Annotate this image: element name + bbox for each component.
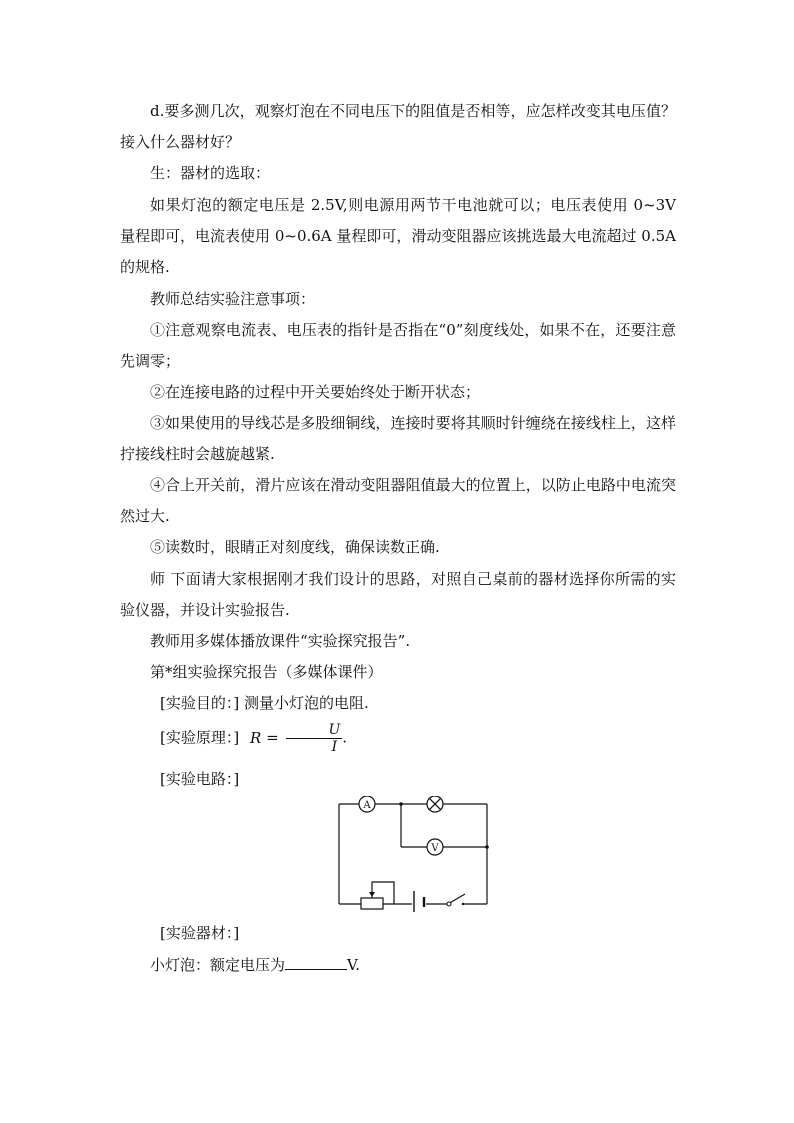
paragraph-equipment-selection: 如果灯泡的额定电压是 2.5V,则电源用两节干电池就可以；电压表使用 0~3V 量程即可，电流表使用 0~0.6A 量程即可，滑动变阻器应该挑选最大电流超过 0.5A 的规格. xyxy=(120,196,676,276)
principle-label: [实验原理：] xyxy=(160,728,240,747)
switch-icon xyxy=(447,894,465,906)
lamp-icon xyxy=(427,796,443,812)
paragraph-note-3: ③如果使用的导线芯是多股细铜线，连接时要将其顺时针缠绕在接线柱上，这样拧接线柱时会越旋越紧. xyxy=(120,414,676,463)
paragraph-question-d: d.要多测几次，观察灯泡在不同电压下的阻值是否相等，应怎样改变其电压值？接入什么器材好？ xyxy=(120,102,676,151)
paragraph-teacher-summary: 教师总结实验注意事项： xyxy=(150,290,316,308)
paragraph-report-title: 第*组实验探究报告（多媒体课件） xyxy=(150,663,383,681)
paragraph-student-equipment: 生：器材的选取： xyxy=(150,164,271,182)
ammeter-symbol: A xyxy=(363,800,371,811)
bulb-rating-suffix: V. xyxy=(347,956,360,974)
junction-dot-top xyxy=(399,802,403,806)
ammeter xyxy=(359,796,375,812)
paragraph-experiment-principle xyxy=(120,722,676,755)
paragraph-note-1: ①注意观察电流表、电压表的指针是否指在“0”刻度线处，如果不在，还要注意先调零； xyxy=(120,321,676,370)
formula-denominator: I xyxy=(331,739,338,755)
paragraph-multimedia: 教师用多媒体播放课件“实验探究报告”. xyxy=(150,632,411,650)
paragraph-experiment-circuit: [实验电路：] xyxy=(160,770,240,788)
bulb-rating-prefix: 小灯泡：额定电压为 xyxy=(150,956,286,974)
formula-numerator: U xyxy=(286,722,342,739)
paragraph-bulb-rating xyxy=(120,950,676,981)
formula-period: . xyxy=(342,728,348,747)
voltmeter-symbol: V xyxy=(431,843,439,854)
circuit-diagram xyxy=(334,796,494,912)
paragraph-note-4: ④合上开关前，滑片应该在滑动变阻器阻值最大的位置上，以防止电路中电流突然过大. xyxy=(120,476,676,525)
paragraph-experiment-purpose: [实验目的：] 测量小灯泡的电阻. xyxy=(160,694,369,712)
junction-dot-right xyxy=(485,845,489,849)
formula-equals: = xyxy=(266,728,279,747)
paragraph-experiment-equipment: [实验器材：] xyxy=(160,924,240,942)
bulb-voltage-blank[interactable] xyxy=(285,953,347,970)
paragraph-teacher-instruction: 师 下面请大家根据刚才我们设计的思路，对照自己桌前的器材选择你所需的实验仪器，并设计实验报告. xyxy=(120,570,676,619)
paragraph-note-2: ②在连接电路的过程中开关要始终处于断开状态； xyxy=(150,383,481,401)
voltmeter xyxy=(427,839,443,855)
paragraph-note-5: ⑤读数时，眼睛正对刻度线，确保读数正确. xyxy=(150,538,440,556)
formula-fraction xyxy=(286,722,342,755)
battery-icon xyxy=(414,891,424,912)
rheostat-icon xyxy=(361,882,394,909)
formula-lhs: R xyxy=(250,728,262,747)
